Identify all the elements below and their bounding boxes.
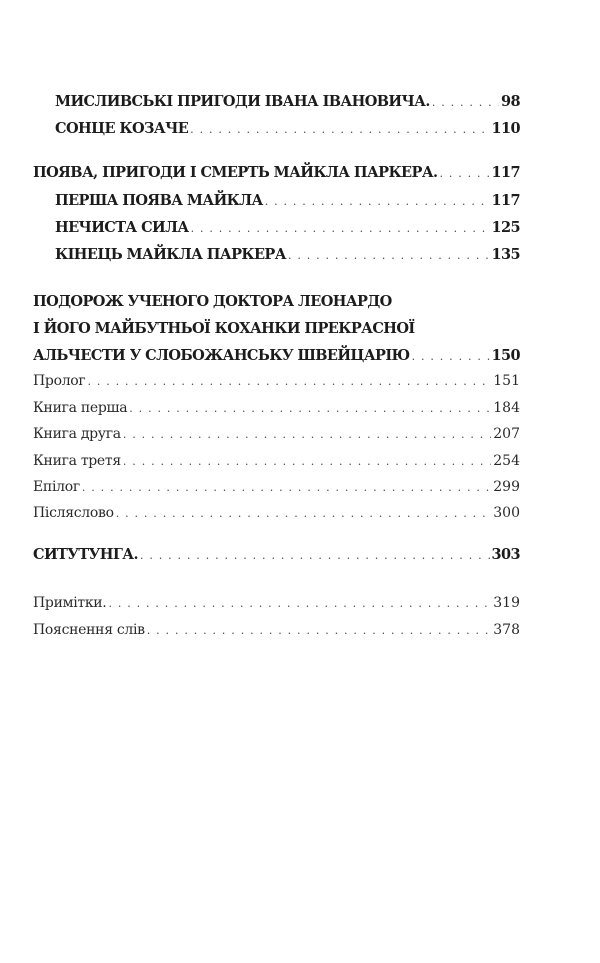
toc-entry-page: 135 — [491, 246, 520, 263]
toc-entry-title: КІНЕЦЬ МАЙКЛА ПАРКЕРА — [55, 246, 286, 263]
leader-dots — [432, 92, 499, 114]
leader-dots — [140, 545, 490, 567]
toc-entry-page: 151 — [493, 373, 520, 389]
leader-dots — [265, 191, 490, 213]
toc-entry[interactable] — [33, 162, 520, 184]
toc-entry-title: МИСЛИВСЬКІ ПРИГОДИ ІВАНА ІВАНОВИЧА. — [55, 93, 430, 110]
toc-entry-page: 299 — [493, 479, 520, 495]
toc-entry[interactable] — [33, 397, 520, 419]
toc-entry-page: 378 — [493, 622, 520, 638]
toc-entry[interactable] — [33, 345, 520, 367]
leader-dots — [123, 451, 491, 473]
toc-entry-title: Післяслово — [33, 505, 114, 521]
toc-entry-title-line: ПОДОРОЖ УЧЕНОГО ДОКТОРА ЛЕОНАРДО — [33, 293, 392, 310]
toc-entry-page: 300 — [493, 505, 520, 521]
leader-dots — [412, 346, 490, 368]
toc-entry[interactable] — [55, 244, 520, 266]
toc-entry-title: Пролог — [33, 373, 86, 389]
toc-entry-title: Епілог — [33, 479, 80, 495]
toc-entry-title: Книга перша — [33, 400, 128, 416]
toc-entry-page: 98 — [501, 93, 520, 110]
toc-entry[interactable] — [33, 476, 520, 498]
leader-dots — [190, 119, 489, 141]
leader-dots — [87, 371, 491, 393]
leader-dots — [439, 163, 489, 185]
toc-entry-page: 254 — [493, 453, 520, 469]
leader-dots — [123, 424, 491, 446]
toc-entry-page: 303 — [491, 546, 520, 563]
leader-dots — [108, 593, 491, 615]
toc-entry[interactable] — [33, 502, 520, 524]
toc-entry-title: Пояснення слів — [33, 622, 145, 638]
toc-entry[interactable] — [33, 423, 520, 445]
toc-entry[interactable] — [55, 190, 520, 212]
toc-entry[interactable] — [55, 118, 520, 140]
leader-dots — [116, 503, 492, 525]
leader-dots — [147, 620, 492, 642]
toc-entry-title: Примітки. — [33, 595, 107, 611]
leader-dots — [82, 477, 491, 499]
leader-dots — [191, 218, 490, 240]
toc-entry[interactable] — [33, 370, 520, 392]
toc-entry[interactable] — [55, 91, 520, 113]
toc-entry-title: НЕЧИСТА СИЛА — [55, 219, 189, 236]
toc-entry-page: 184 — [493, 400, 520, 416]
toc-entry-page: 207 — [493, 426, 520, 442]
toc-entry-title: СИТУТУНГА. — [33, 546, 138, 563]
toc-entry-page: 319 — [493, 595, 520, 611]
toc-entry-title: АЛЬЧЕСТИ У СЛОБОЖАНСЬКУ ШВЕЙЦАРІЮ — [33, 347, 410, 364]
toc-entry-page: 117 — [491, 164, 520, 181]
toc-entry[interactable] — [33, 450, 520, 472]
toc-entry-page: 110 — [491, 120, 520, 137]
toc-entry-title: ПОЯВА, ПРИГОДИ І СМЕРТЬ МАЙКЛА ПАРКЕРА. — [33, 164, 438, 181]
toc-entry[interactable] — [33, 619, 520, 641]
leader-dots — [129, 398, 491, 420]
toc-entry-page: 150 — [491, 347, 520, 364]
toc-entry[interactable] — [55, 217, 520, 239]
toc-entry-title: Книга друга — [33, 426, 121, 442]
toc-entry[interactable] — [33, 544, 520, 566]
leader-dots — [288, 245, 490, 267]
toc-entry-title: Книга третя — [33, 453, 121, 469]
toc-entry[interactable] — [33, 592, 520, 614]
toc-entry-title: СОНЦЕ КОЗАЧЕ — [55, 120, 189, 137]
toc-entry-page: 117 — [491, 192, 520, 209]
toc-entry-title: ПЕРША ПОЯВА МАЙКЛА — [55, 192, 263, 209]
toc-entry-title-line: І ЙОГО МАЙБУТНЬОЇ КОХАНКИ ПРЕКРАСНОЇ — [33, 320, 415, 337]
toc-entry-page: 125 — [491, 219, 520, 236]
